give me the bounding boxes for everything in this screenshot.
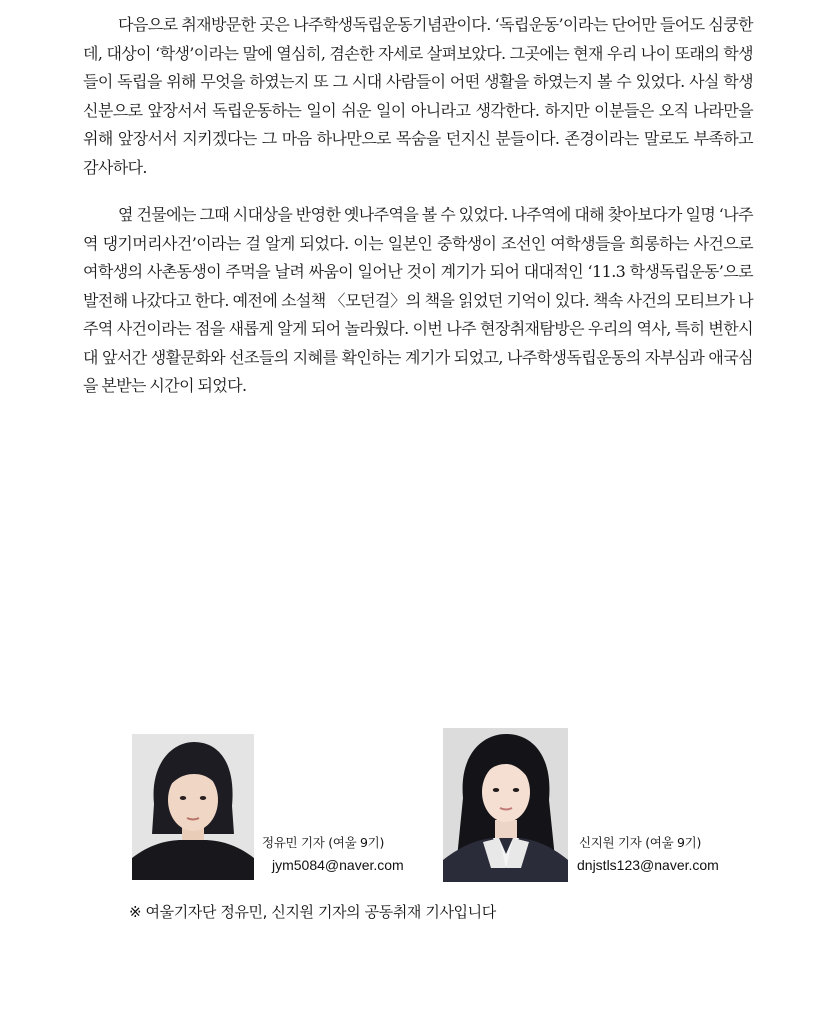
reporter-photo-jung-yumin	[132, 734, 254, 880]
reporter-email-1: jym5084@naver.com	[272, 857, 404, 873]
article-paragraph-1: 다음으로 취재방문한 곳은 나주학생독립운동기념관이다. ‘독립운동’이라는 단어만 들어도 심쿵한데, 대상이 ‘학생’이라는 말에 열심히, 겸손한 자세로 살펴보았다. 그곳에는 현재 우리 나이 또래의 학생들이 독립을 위해 무엇을 하였는지 또 그 시대 사람들이 어떤 생활을 하였는지 볼 수 있었다. 사실 학생 신분으로 앞장서서 독립운동하는 일이 쉬운 일이 아니라고 생각한다. 하지만 이분들은 오직 나라만을 위해 앞장서서 지키겠다는 그 마음 하나만으로 목숨을 던지신 분들이다. 존경이라는 말로도 부족하고 감사하다.	[83, 15, 753, 177]
reporter-email-2: dnjstls123@naver.com	[577, 857, 719, 873]
article-paragraph-2: 옆 건물에는 그때 시대상을 반영한 옛나주역을 볼 수 있었다. 나주역에 대해 찾아보다가 일명 ‘나주역 댕기머리사건’이라는 걸 알게 되었다. 이는 일본인 중학생이 조선인 여학생들을 희롱하는 사건으로 여학생의 사촌동생이 주먹을 날려 싸움이 일어난 것이 계기가 되어 대대적인 ‘11.3 학생독립운동’으로 발전해 나갔다고 한다. 예전에 소설책 〈모던걸〉의 책을 읽었던 기억이 있다. 책속 사건의 모티브가 나주역 사건이라는 점을 새롭게 알게 되어 놀라웠다. 이번 나주 현장취재탐방은 우리의 역사, 특히 변한시대 앞서간 생활문화와 선조들의 지혜를 확인하는 계기가 되었고, 나주학생독립운동의 자부심과 애국심을 본받는 시간이 되었다.	[83, 205, 753, 395]
joint-coverage-note: ※ 여울기자단 정유민, 신지원 기자의 공동취재 기사입니다	[129, 903, 496, 921]
reporter-caption-1: 정유민 기자 (여울 9기)	[262, 835, 385, 850]
reporter-photo-shin-jiwon	[443, 728, 568, 882]
reporter-caption-2: 신지원 기자 (여울 9기)	[579, 835, 702, 850]
